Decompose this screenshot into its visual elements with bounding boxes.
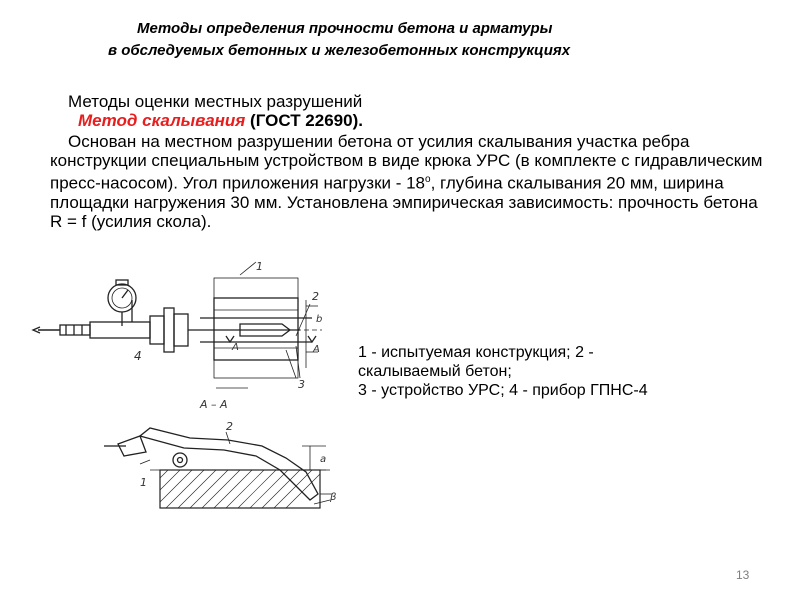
fig-label-1-bottom: 1 [140,476,147,489]
fig-label-a-right: A [313,344,320,355]
fig-label-b: b [316,314,323,325]
subtitle: Методы оценки местных разрушений [68,92,363,111]
legend-line-2: скалываемый бетон; [358,363,512,380]
hook-device [140,428,318,500]
frame-plate [214,298,298,360]
legend-line-1: 1 - испытуемая конструкция; 2 - [358,344,594,361]
fig-label-3: 3 [298,378,305,391]
section-label: A – A [200,398,228,411]
title-line-2: в обследуемых бетонных и железобетонных конструкциях [108,42,571,59]
description-part-2: , глубина скалывания 20 мм, ширина площадки нагружения 30 мм. Установлена эмпирическая зависимость: прочность бетона R = f (усилия скола). [50,173,758,231]
fig-label-2-bottom: 2 [226,420,233,433]
fig-label-1-top: 1 [256,260,263,273]
figure-legend [358,343,738,400]
method-name: Метод скалывания [78,111,246,130]
fig-label-2-top: 2 [312,290,319,303]
legend-line-3: 3 - устройство УРС; 4 - прибор ГПНС-4 [358,382,648,399]
title-line-1: Методы определения прочности бетона и арматуры [137,20,553,37]
fig-label-a-left: A [232,342,239,353]
description-part-1: Основан на местном разрушении бетона от усилия скалывания участка ребра конструкции специальным устройством в виде крюка УРС (в комплекте с гидравлическим пресс-насосом). Угол приложения нагрузки - 18 [50,132,763,193]
pump-cylinder [90,322,150,338]
method-ref: (ГОСТ 22690). [245,111,363,130]
fig-label-a: a [320,454,327,465]
fig-label-4: 4 [134,349,142,363]
page-number: 13 [736,568,750,582]
description-sup: о [425,174,431,185]
fig-label-beta: β [330,492,337,503]
tested-structure-top [214,278,298,378]
